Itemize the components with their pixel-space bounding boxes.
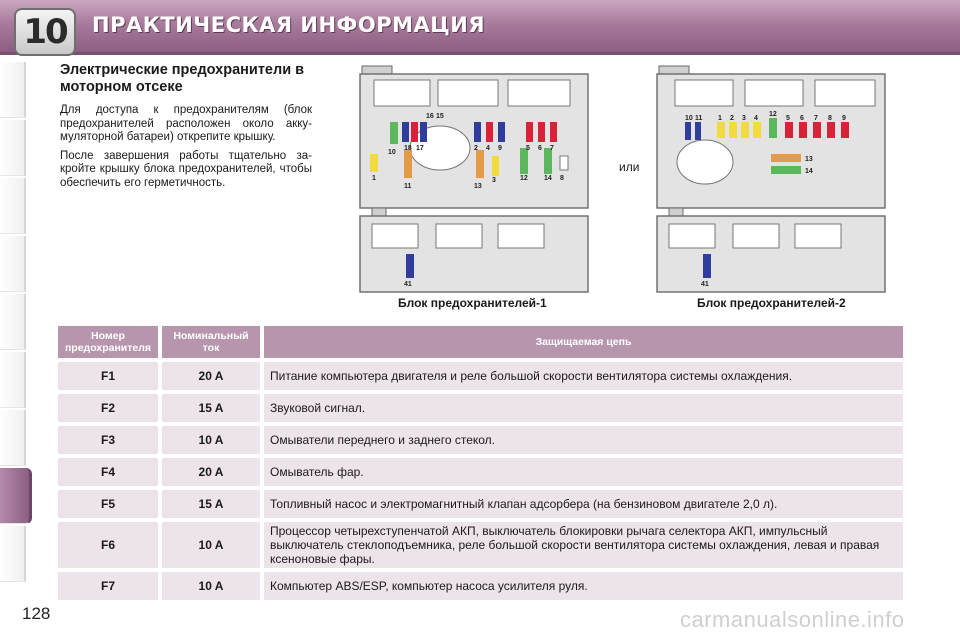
chapter-tab[interactable] <box>0 236 26 292</box>
fuse-rating-cell: 15 A <box>158 490 260 518</box>
fuse-rating-cell: 20 A <box>158 458 260 486</box>
fuse-label: 6 <box>800 115 804 122</box>
fuse-label: 2 <box>474 145 478 152</box>
or-label: или <box>619 160 640 174</box>
fuse-label: 15 <box>436 113 444 120</box>
chapter-tabs <box>0 62 30 582</box>
fuse-number-cell: F3 <box>58 426 158 454</box>
circuit-cell: Омыватели переднего и заднего стекол. <box>260 426 903 454</box>
circuit-cell: Питание компьютера двигателя и реле большой скорости вентилятора системы охлаждения. <box>260 362 903 390</box>
fuse-number-cell: F7 <box>58 572 158 600</box>
fuse-label: 16 <box>426 113 434 120</box>
fuse-label: 8 <box>828 115 832 122</box>
watermark: carmanualsonline.info <box>680 607 905 632</box>
fuse-number-cell: F1 <box>58 362 158 390</box>
intro-paragraph-2: После завершения работы тщательно за-кройте крышку блока предохранителей, чтобы обеспечить его герметичность. <box>60 149 312 189</box>
fuse-label: 9 <box>498 145 502 152</box>
circuit-cell: Топливный насос и электромагнитный клапан адсорбера (на бензиновом двигателе 2,0 л). <box>260 490 903 518</box>
fuse-label: 13 <box>474 183 482 190</box>
fuse-rating-cell: 10 A <box>158 426 260 454</box>
column-header-fuse-number: Номер предохранителя <box>58 326 158 358</box>
fuse-number-cell: F4 <box>58 458 158 486</box>
fuse-label: 1 <box>718 115 722 122</box>
fuse-number-cell: F2 <box>58 394 158 422</box>
fuse-block-1-caption: Блок предохранителей-1 <box>398 296 547 310</box>
fuse-table <box>58 322 903 604</box>
fuse-label: 12 <box>520 175 528 182</box>
table-row <box>58 522 903 568</box>
circuit-cell: Компьютер ABS/ESP, компьютер насоса усилителя руля. <box>260 572 903 600</box>
column-header-circuit: Защищаемая цепь <box>260 326 903 358</box>
circuit-cell: Звуковой сигнал. <box>260 394 903 422</box>
fuse-label: 6 <box>538 145 542 152</box>
chapter-tab[interactable] <box>0 352 26 408</box>
fuse-label: 2 <box>730 115 734 122</box>
fuse-block-1-diagram <box>358 64 590 294</box>
fuse-label: 9 <box>842 115 846 122</box>
table-row <box>58 490 903 518</box>
fuse-label: 13 <box>805 156 813 163</box>
fuse-label: 11 <box>404 183 412 190</box>
fuse-label: 7 <box>814 115 818 122</box>
fuse-label: 10 <box>685 115 693 122</box>
fuse-label: 1 <box>372 175 376 182</box>
fuse-rating-cell: 15 A <box>158 394 260 422</box>
fuse-label: 11 <box>695 115 703 122</box>
section-heading: Электрические предохранители в моторном отсеке <box>60 62 305 95</box>
table-row <box>58 426 903 454</box>
header-divider <box>0 52 960 55</box>
fuse-label: 10 <box>388 149 396 156</box>
fuse-label: 18 <box>404 145 412 152</box>
fuse-number-cell: F5 <box>58 490 158 518</box>
chapter-title: ПРАКТИЧЕСКАЯ ИНФОРМАЦИЯ <box>92 13 486 37</box>
fuse-label: 14 <box>544 175 552 182</box>
chapter-tab[interactable] <box>0 294 26 350</box>
table-row <box>58 572 903 600</box>
fuse-label: 41 <box>404 281 412 288</box>
table-header-row <box>58 326 903 358</box>
fuse-label: 12 <box>769 111 777 118</box>
table-row <box>58 458 903 486</box>
fuse-rating-cell: 10 A <box>158 572 260 600</box>
chapter-tab-active[interactable] <box>0 468 32 524</box>
table-row <box>58 362 903 390</box>
chapter-number-badge: 10 <box>14 8 76 56</box>
fuse-label: 5 <box>786 115 790 122</box>
fuse-label: 7 <box>550 145 554 152</box>
fuse-label: 4 <box>754 115 758 122</box>
fuse-block-2-caption: Блок предохранителей-2 <box>697 296 846 310</box>
chapter-tab[interactable] <box>0 120 26 176</box>
fuse-label: 4 <box>486 145 490 152</box>
fuse-rating-cell: 10 A <box>158 522 260 568</box>
fuse-label: 3 <box>742 115 746 122</box>
circuit-cell: Омыватель фар. <box>260 458 903 486</box>
intro-paragraph-1: Для доступа к предохранителям (блок предохранителей расположен около акку-муляторной батареи) открепите крышку. <box>60 104 312 143</box>
fuse-label: 5 <box>526 145 530 152</box>
fuse-label: 17 <box>416 145 424 152</box>
chapter-tab[interactable] <box>0 62 26 118</box>
fuse-label: 14 <box>805 168 813 175</box>
table-row <box>58 394 903 422</box>
chapter-tab[interactable] <box>0 410 26 466</box>
fuse-label: 3 <box>492 177 496 184</box>
column-header-rating: Номинальный ток <box>158 326 260 358</box>
fuse-number-cell: F6 <box>58 522 158 568</box>
fuse-block-2-diagram <box>655 64 887 294</box>
intro-section <box>60 62 312 195</box>
chapter-tab[interactable] <box>0 526 26 582</box>
fuse-label: 41 <box>701 281 709 288</box>
fuse-rating-cell: 20 A <box>158 362 260 390</box>
circuit-cell: Процессор четырехступенчатой АКП, выключатель блокировки рычага селектора АКП, импульсный выключатель стеклоподъемника, реле большой скорости вентилятора системы охлаждения, левая и правая ксеноновые фары. <box>260 522 903 568</box>
page-number: 128 <box>22 604 51 623</box>
chapter-tab[interactable] <box>0 178 26 234</box>
fuse-label: 8 <box>560 175 564 182</box>
